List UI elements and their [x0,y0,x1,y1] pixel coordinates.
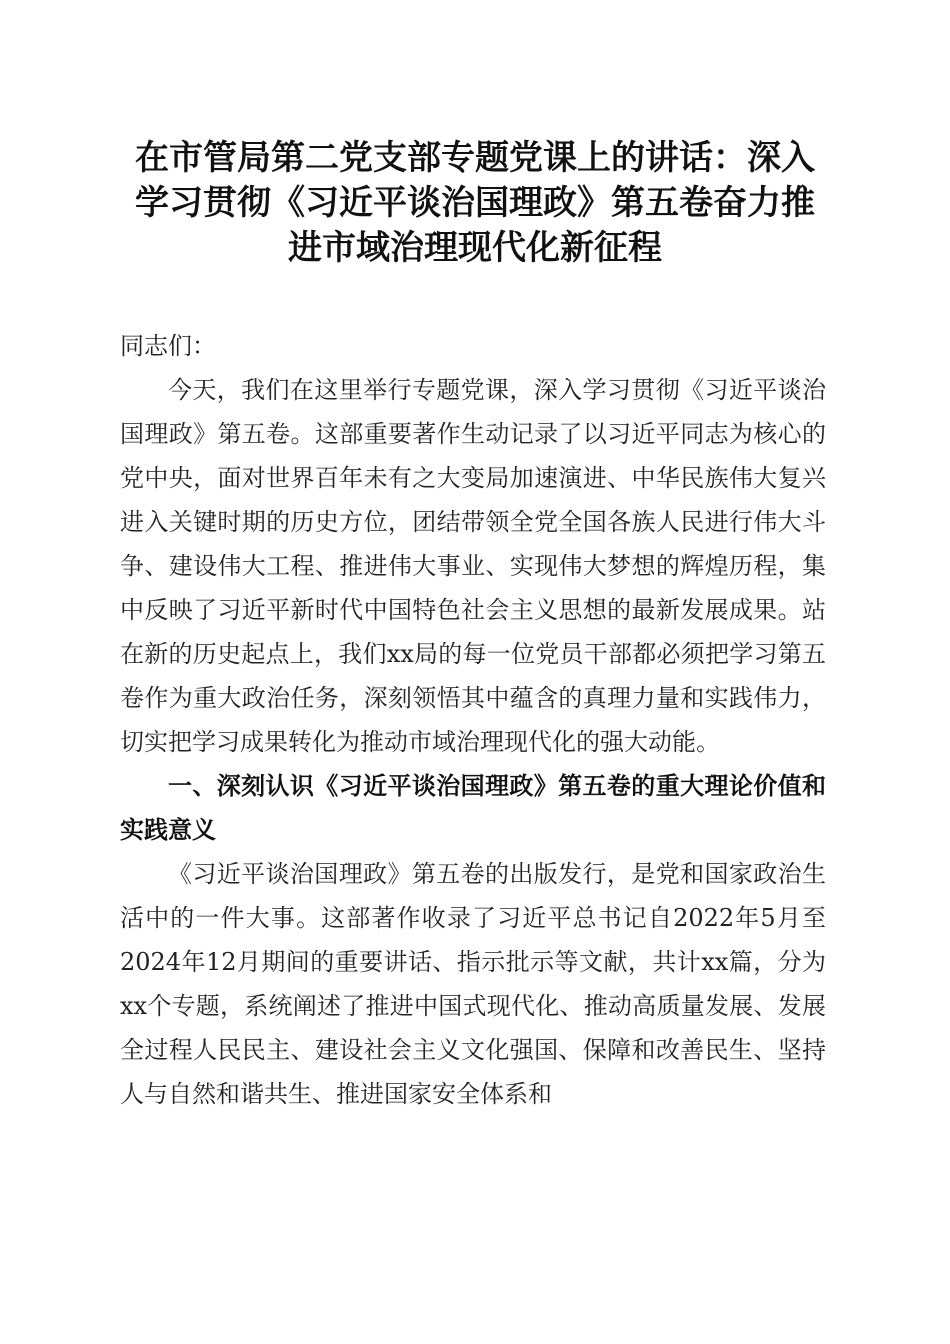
title-line-2: 学习贯彻《习近平谈治国理政》第五卷奋力推 [135,183,815,223]
document-body [120,324,826,1116]
salutation: 同志们： [120,332,216,360]
title-line-3: 进市域治理现代化新征程 [288,228,662,268]
paragraph-section-1: 《习近平谈治国理政》第五卷的出版发行，是党和国家政治生活中的一件大事。这部著作收录了习近平总书记自2022年5月至2024年12月期间的重要讲话、指示批示等文献，共计xx篇，分为xx个专题，系统阐述了推进中国式现代化、推动高质量发展、发展全过程人民民主、建设社会主义文化强国、保障和改善民生、坚持人与自然和谐共生、推进国家安全体系和 [120,860,826,1108]
section-heading-1: 一、深刻认识《习近平谈治国理政》第五卷的重大理论价值和实践意义 [120,772,826,844]
document-title [100,136,850,271]
paragraph-intro: 今天，我们在这里举行专题党课，深入学习贯彻《习近平谈治国理政》第五卷。这部重要著作生动记录了以习近平同志为核心的党中央，面对世界百年未有之大变局加速演进、中华民族伟大复兴进入关键时期的历史方位，团结带领全党全国各族人民进行伟大斗争、建设伟大工程、推进伟大事业、实现伟大梦想的辉煌历程，集中反映了习近平新时代中国特色社会主义思想的最新发展成果。站在新的历史起点上，我们xx局的每一位党员干部都必须把学习第五卷作为重大政治任务，深刻领悟其中蕴含的真理力量和实践伟力，切实把学习成果转化为推动市域治理现代化的强大动能。 [120,376,826,756]
title-line-1: 在市管局第二党支部专题党课上的讲话：深入 [135,138,815,178]
